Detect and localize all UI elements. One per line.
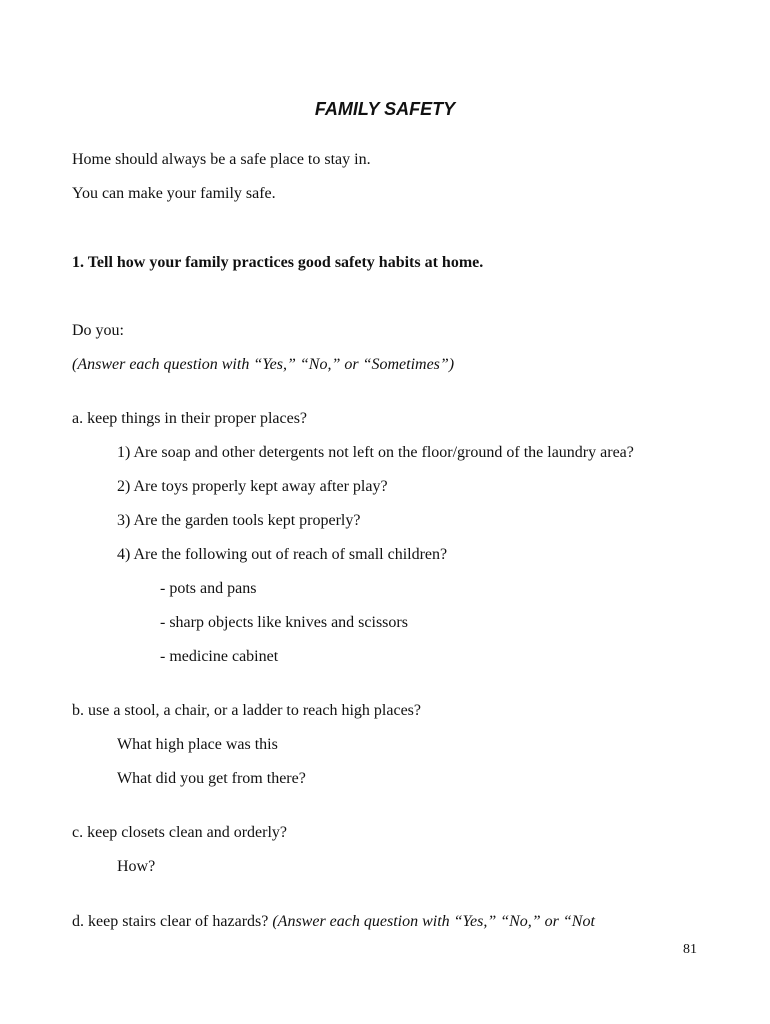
section-b-item: What did you get from there? <box>117 770 306 787</box>
section-b-label: b. use a stool, a chair, or a ladder to reach high places? <box>72 702 421 719</box>
section-a-subitem: - sharp objects like knives and scissors <box>160 614 408 631</box>
page-title: FAMILY SAFETY <box>314 99 456 119</box>
section-a-subitem: - pots and pans <box>160 580 257 597</box>
answer-instruction: (Answer each question with “Yes,” “No,” or “Sometimes”) <box>72 356 455 373</box>
section-a-item: 2) Are toys properly kept away after play? <box>117 478 388 495</box>
intro-line-1: Home should always be a safe place to stay in. <box>72 151 371 168</box>
section-a-item: 3) Are the garden tools kept properly? <box>117 512 361 529</box>
section-d-label: d. keep stairs clear of hazards? <box>72 913 269 930</box>
section-d-line <box>72 912 595 932</box>
section-a-item: 1) Are soap and other detergents not left on the floor/ground of the laundry area? <box>117 444 634 461</box>
intro-line-2: You can make your family safe. <box>72 185 276 202</box>
question-heading: 1. Tell how your family practices good safety habits at home. <box>72 254 484 271</box>
section-a-item: 4) Are the following out of reach of small children? <box>117 546 448 563</box>
do-you-label: Do you: <box>72 322 124 339</box>
section-a-subitem: - medicine cabinet <box>160 648 279 665</box>
page-number: 81 <box>683 942 697 957</box>
section-d-note: (Answer each question with “Yes,” “No,” or “Not <box>272 913 595 930</box>
section-c-item: How? <box>117 858 156 875</box>
section-c-label: c. keep closets clean and orderly? <box>72 824 288 841</box>
section-a-label: a. keep things in their proper places? <box>72 410 308 427</box>
section-b-item: What high place was this <box>117 736 278 753</box>
